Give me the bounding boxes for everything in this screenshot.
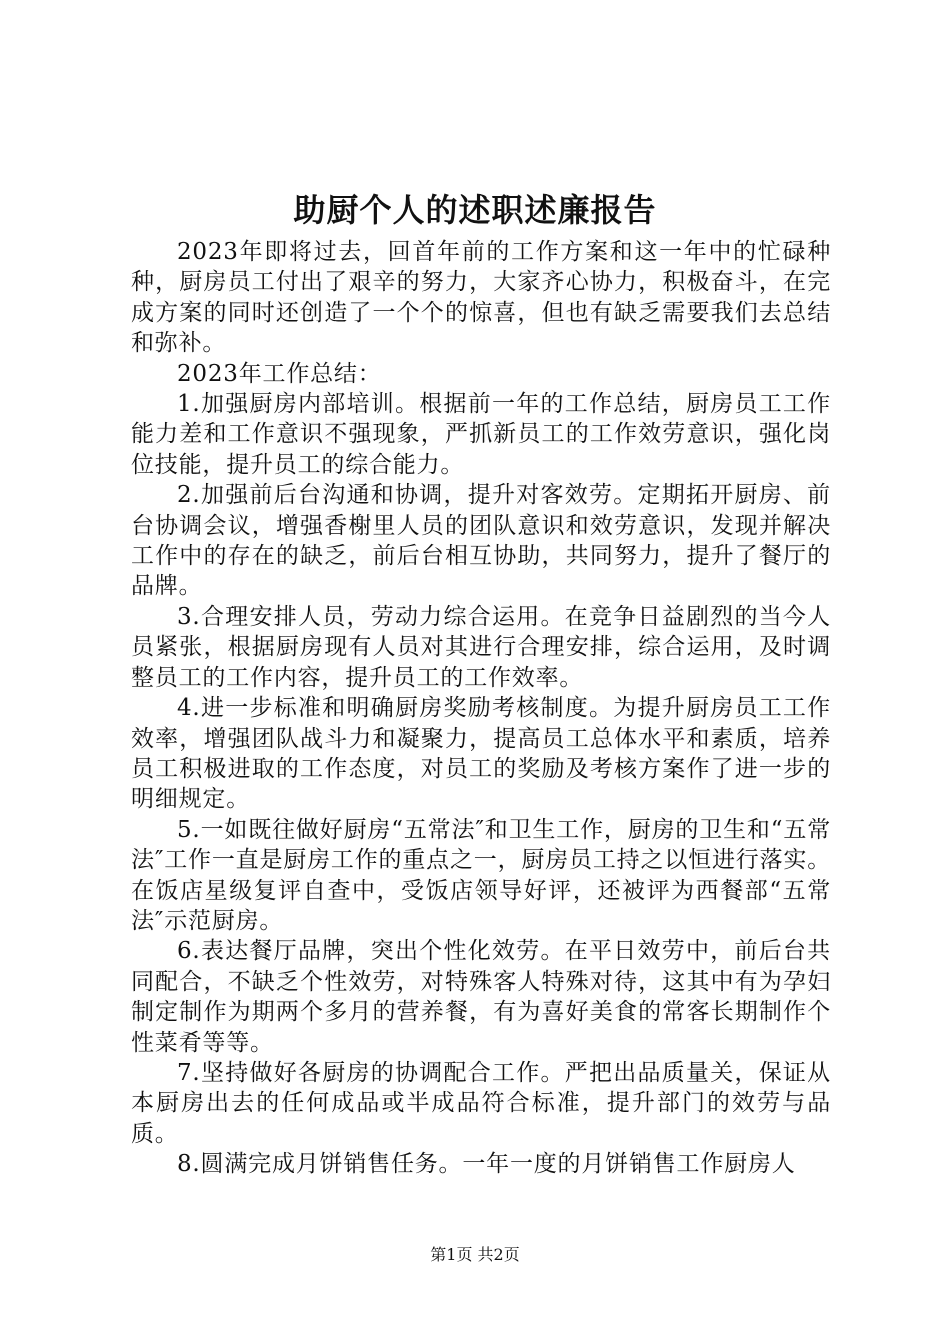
paragraph-intro: 2023年即将过去，回首年前的工作方案和这一年中的忙碌种种，厨房员工付出了艰辛的努力，大家齐心协力，积极奋斗，在完成方案的同时还创造了一个个的惊喜，但也有缺乏需要我们去总结和弥补。: [131, 239, 831, 357]
paragraph-item-3: 3.合理安排人员，劳动力综合运用。在竞争日益剧烈的当今人员紧张，根据厨房现有人员对其进行合理安排，综合运用，及时调整员工的工作内容，提升员工的工作效率。: [131, 603, 831, 691]
paragraph-item-8: 8.圆满完成月饼销售任务。一年一度的月饼销售工作厨房人: [177, 1151, 796, 1178]
paragraph-item-7: 7.坚持做好各厨房的协调配合工作。严把出品质量关，保证从本厨房出去的任何成品或半成品符合标准，提升部门的效劳与品质。: [131, 1059, 831, 1147]
paragraph-item-2: 2.加强前后台沟通和协调，提升对客效劳。定期拓开厨房、前台协调会议，增强香榭里人员的团队意识和效劳意识，发现并解决工作中的存在的缺乏，前后台相互协助，共同努力，提升了餐厅的品牌。: [131, 482, 831, 600]
document-title: 助厨个人的述职述廉报告: [293, 191, 657, 229]
page-footer: 第1页 共2页: [430, 1245, 520, 1264]
paragraph-summary-heading: 2023年工作总结：: [177, 360, 382, 387]
paragraph-item-1: 1.加强厨房内部培训。根据前一年的工作总结，厨房员工工作能力差和工作意识不强现象，严抓新员工的工作效劳意识，强化岗位技能，提升员工的综合能力。: [131, 391, 831, 478]
paragraph-item-4: 4.进一步标准和明确厨房奖励考核制度。为提升厨房员工工作效率，增强团队战斗力和凝聚力，提高员工总体水平和素质，培养员工积极进取的工作态度，对员工的奖励及考核方案作了进一步的明细规定。: [131, 695, 831, 813]
document-body: [131, 237, 831, 1180]
paragraph-item-5: 5.一如既往做好厨房“五常法″和卫生工作，厨房的卫生和“五常法″工作一直是厨房工作的重点之一，厨房员工持之以恒进行落实。在饭店星级复评自查中，受饭店领导好评，还被评为西餐部“五常法″示范厨房。: [131, 816, 831, 934]
paragraph-item-6: 6.表达餐厅品牌，突出个性化效劳。在平日效劳中，前后台共同配合，不缺乏个性效劳，对特殊客人特殊对待，这其中有为孕妇制定制作为期两个多月的营养餐，有为喜好美食的常客长期制作个性菜肴等等。: [131, 938, 831, 1056]
